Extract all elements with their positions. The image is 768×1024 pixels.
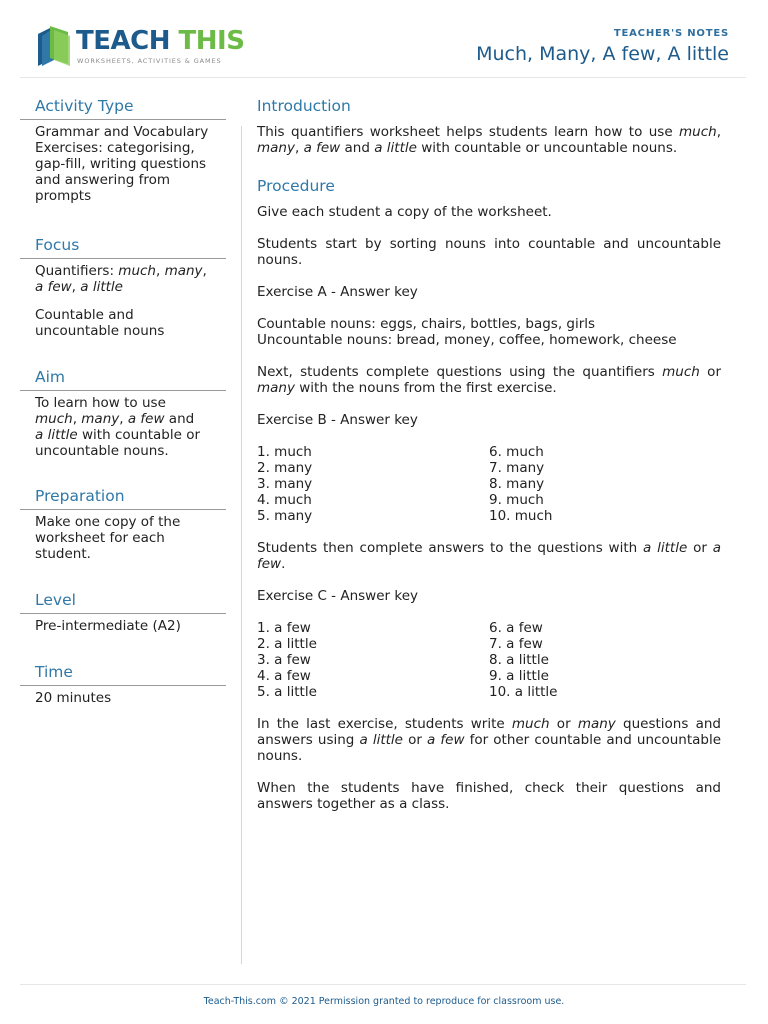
focus-nouns-line: uncountable nouns	[35, 323, 165, 339]
answer-item: 5. a little	[257, 684, 317, 700]
procedure-step: Students start by sorting nouns into countable and uncountable nouns.	[257, 236, 721, 268]
focus-quantifiers-line: Quantifiers: much, many,	[35, 263, 207, 279]
book-icon	[36, 24, 72, 68]
answer-item: 6. a few	[489, 620, 543, 636]
exercise-a-title: Exercise A - Answer key	[257, 284, 418, 300]
logo-tagline: WORKSHEETS, ACTIVITIES & GAMES	[77, 57, 222, 65]
column-divider	[241, 126, 242, 964]
level-section	[20, 588, 226, 660]
notes-label: TEACHER'S NOTES	[613, 28, 729, 39]
answer-item: 1. much	[257, 444, 312, 460]
preparation-section: Preparation Make one copy of the worksheet for each student.	[20, 484, 226, 588]
main-content	[257, 94, 721, 828]
exercise-a-answers: Countable nouns: eggs, chairs, bottles, bags, girls Uncountable nouns: bread, money, coffee, homework, cheese	[257, 316, 677, 348]
answer-item: 3. a few	[257, 652, 311, 668]
answer-item: 8. a little	[489, 652, 549, 668]
aim-heading: Aim	[20, 365, 226, 391]
answer-item: 4. much	[257, 492, 312, 508]
answer-item: 9. much	[489, 492, 544, 508]
answer-item: 2. many	[257, 460, 313, 476]
procedure-step: In the last exercise, students write much or many questions and answers using a little or a few for other countable and uncountable nouns.	[257, 716, 722, 764]
logo-wordmark: TEACH THIS	[76, 26, 245, 56]
introduction-heading: Introduction	[257, 97, 351, 115]
exercise-c-title: Exercise C - Answer key	[257, 588, 418, 604]
time-value: 20 minutes	[35, 690, 112, 706]
time-heading: Time	[20, 660, 226, 686]
procedure-heading: Procedure	[257, 177, 335, 195]
procedure-step: Students then complete answers to the questions with a little or a few.	[257, 540, 721, 572]
answer-item: 9. a little	[489, 668, 549, 684]
answer-item: 2. a little	[257, 636, 317, 652]
page-title: Much, Many, A few, A little	[476, 43, 729, 65]
answer-item: 7. a few	[489, 636, 543, 652]
introduction-text: This quantifiers worksheet helps students learn how to use much, many, a few and a little with countable or uncountable nouns.	[257, 124, 721, 156]
time-section	[20, 660, 226, 706]
focus-nouns-line: Countable and	[35, 307, 134, 323]
answer-item: 10. much	[489, 508, 553, 524]
exercise-b-title: Exercise B - Answer key	[257, 412, 418, 428]
procedure-step: When the students have finished, check their questions and answers together as a class.	[257, 780, 721, 812]
aim-section: Aim To learn how to use much, many, a few and a little with countable or uncountable nouns.	[20, 365, 226, 484]
exercise-b-answer-key	[257, 444, 721, 524]
answer-item: 6. much	[489, 444, 544, 460]
procedure-step: Give each student a copy of the worksheet.	[257, 204, 552, 220]
preparation-heading: Preparation	[20, 484, 226, 510]
procedure-step: Next, students complete questions using the quantifiers much or many with the nouns from the first exercise.	[257, 364, 721, 396]
footer-divider	[20, 984, 746, 985]
answer-item: 7. many	[489, 460, 545, 476]
focus-heading: Focus	[20, 233, 226, 259]
activity-type-line: prompts	[35, 188, 92, 204]
exercise-c-answer-key	[257, 620, 721, 700]
activity-type-heading: Activity Type	[20, 94, 226, 120]
answer-item: 5. many	[257, 508, 313, 524]
sidebar	[20, 94, 226, 706]
activity-type-section	[20, 94, 226, 233]
answer-item: 8. many	[489, 476, 545, 492]
activity-type-line: Grammar and Vocabulary	[35, 124, 209, 140]
activity-type-line: Exercises: categorising,	[35, 140, 195, 156]
answer-item: 10. a little	[489, 684, 558, 700]
answer-item: 4. a few	[257, 668, 311, 684]
answer-item: 1. a few	[257, 620, 311, 636]
footer-copyright: Teach-This.com © 2021 Permission granted to reproduce for classroom use.	[203, 996, 565, 1007]
activity-type-line: and answering from	[35, 172, 171, 188]
level-heading: Level	[20, 588, 226, 614]
answer-item: 3. many	[257, 476, 313, 492]
focus-section: Focus Quantifiers: much, many, a few, a little Countable and uncountable nouns	[20, 233, 226, 365]
teach-this-logo[interactable]	[36, 24, 245, 68]
level-value: Pre-intermediate (A2)	[35, 618, 181, 634]
page-header	[20, 0, 746, 78]
activity-type-line: gap-fill, writing questions	[35, 156, 207, 172]
